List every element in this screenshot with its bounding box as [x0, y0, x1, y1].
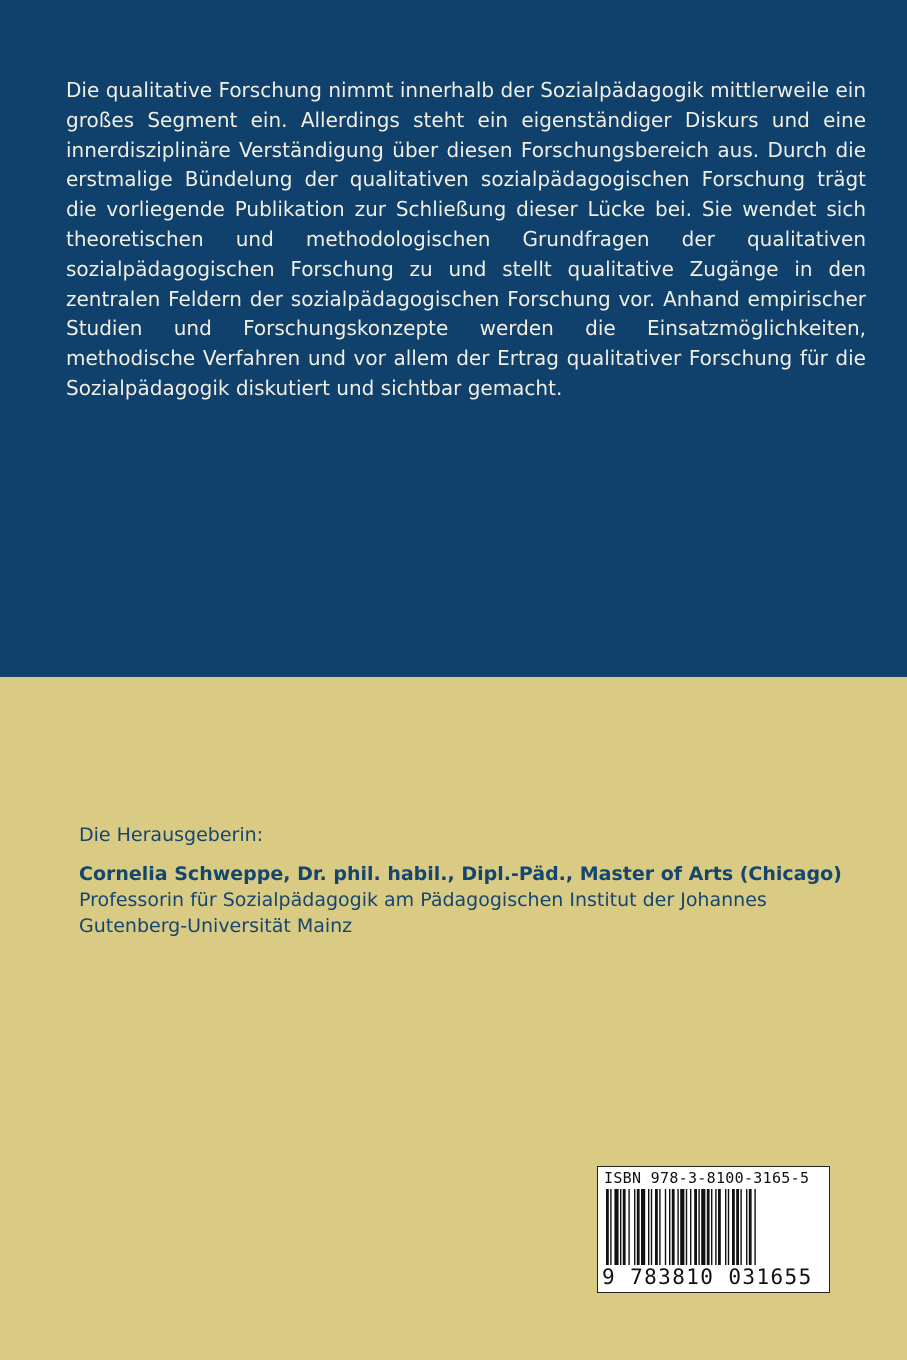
isbn-barcode: [597, 1166, 830, 1293]
editor-info: [79, 861, 842, 939]
barcode-digits: 9 783810 031655: [600, 1265, 826, 1289]
editor-heading: Die Herausgeberin:: [79, 824, 264, 846]
editor-description: Professorin für Sozialpädagogik am Pädagogischen Institut der Johannes Gutenberg-Universität Mainz: [79, 889, 767, 937]
isbn-label: ISBN 978-3-8100-3165-5: [604, 1169, 810, 1187]
cover-top-panel: [0, 0, 907, 677]
blurb-text: Die qualitative Forschung nimmt innerhalb der Sozialpädagogik mittlerweile ein großes Segment ein. Allerdings steht ein eigenständiger Diskurs und eine innerdisziplinäre Verständigung über diesen Forschungsbereich aus. Durch die erstmalige Bündelung der qualitativen sozialpädagogischen Forschung trägt die vorliegende Publikation zur Schließung dieser Lücke bei. Sie wendet sich theoretischen und methodologischen Grundfragen der qualitativen sozialpädagogischen Forschung zu und stellt qualitative Zugänge in den zentralen Feldern der sozialpädagogischen Forschung vor. Anhand empirischer Studien und Forschungskonzepte werden die Einsatzmöglichkeiten, methodische Verfahren und vor allem der Ertrag qualitativer Forschung für die Sozialpädagogik diskutiert und sichtbar gemacht.: [66, 78, 866, 400]
editor-name: Cornelia Schweppe, Dr. phil. habil., Dipl.-Päd., Master of Arts (Chicago): [79, 863, 842, 885]
